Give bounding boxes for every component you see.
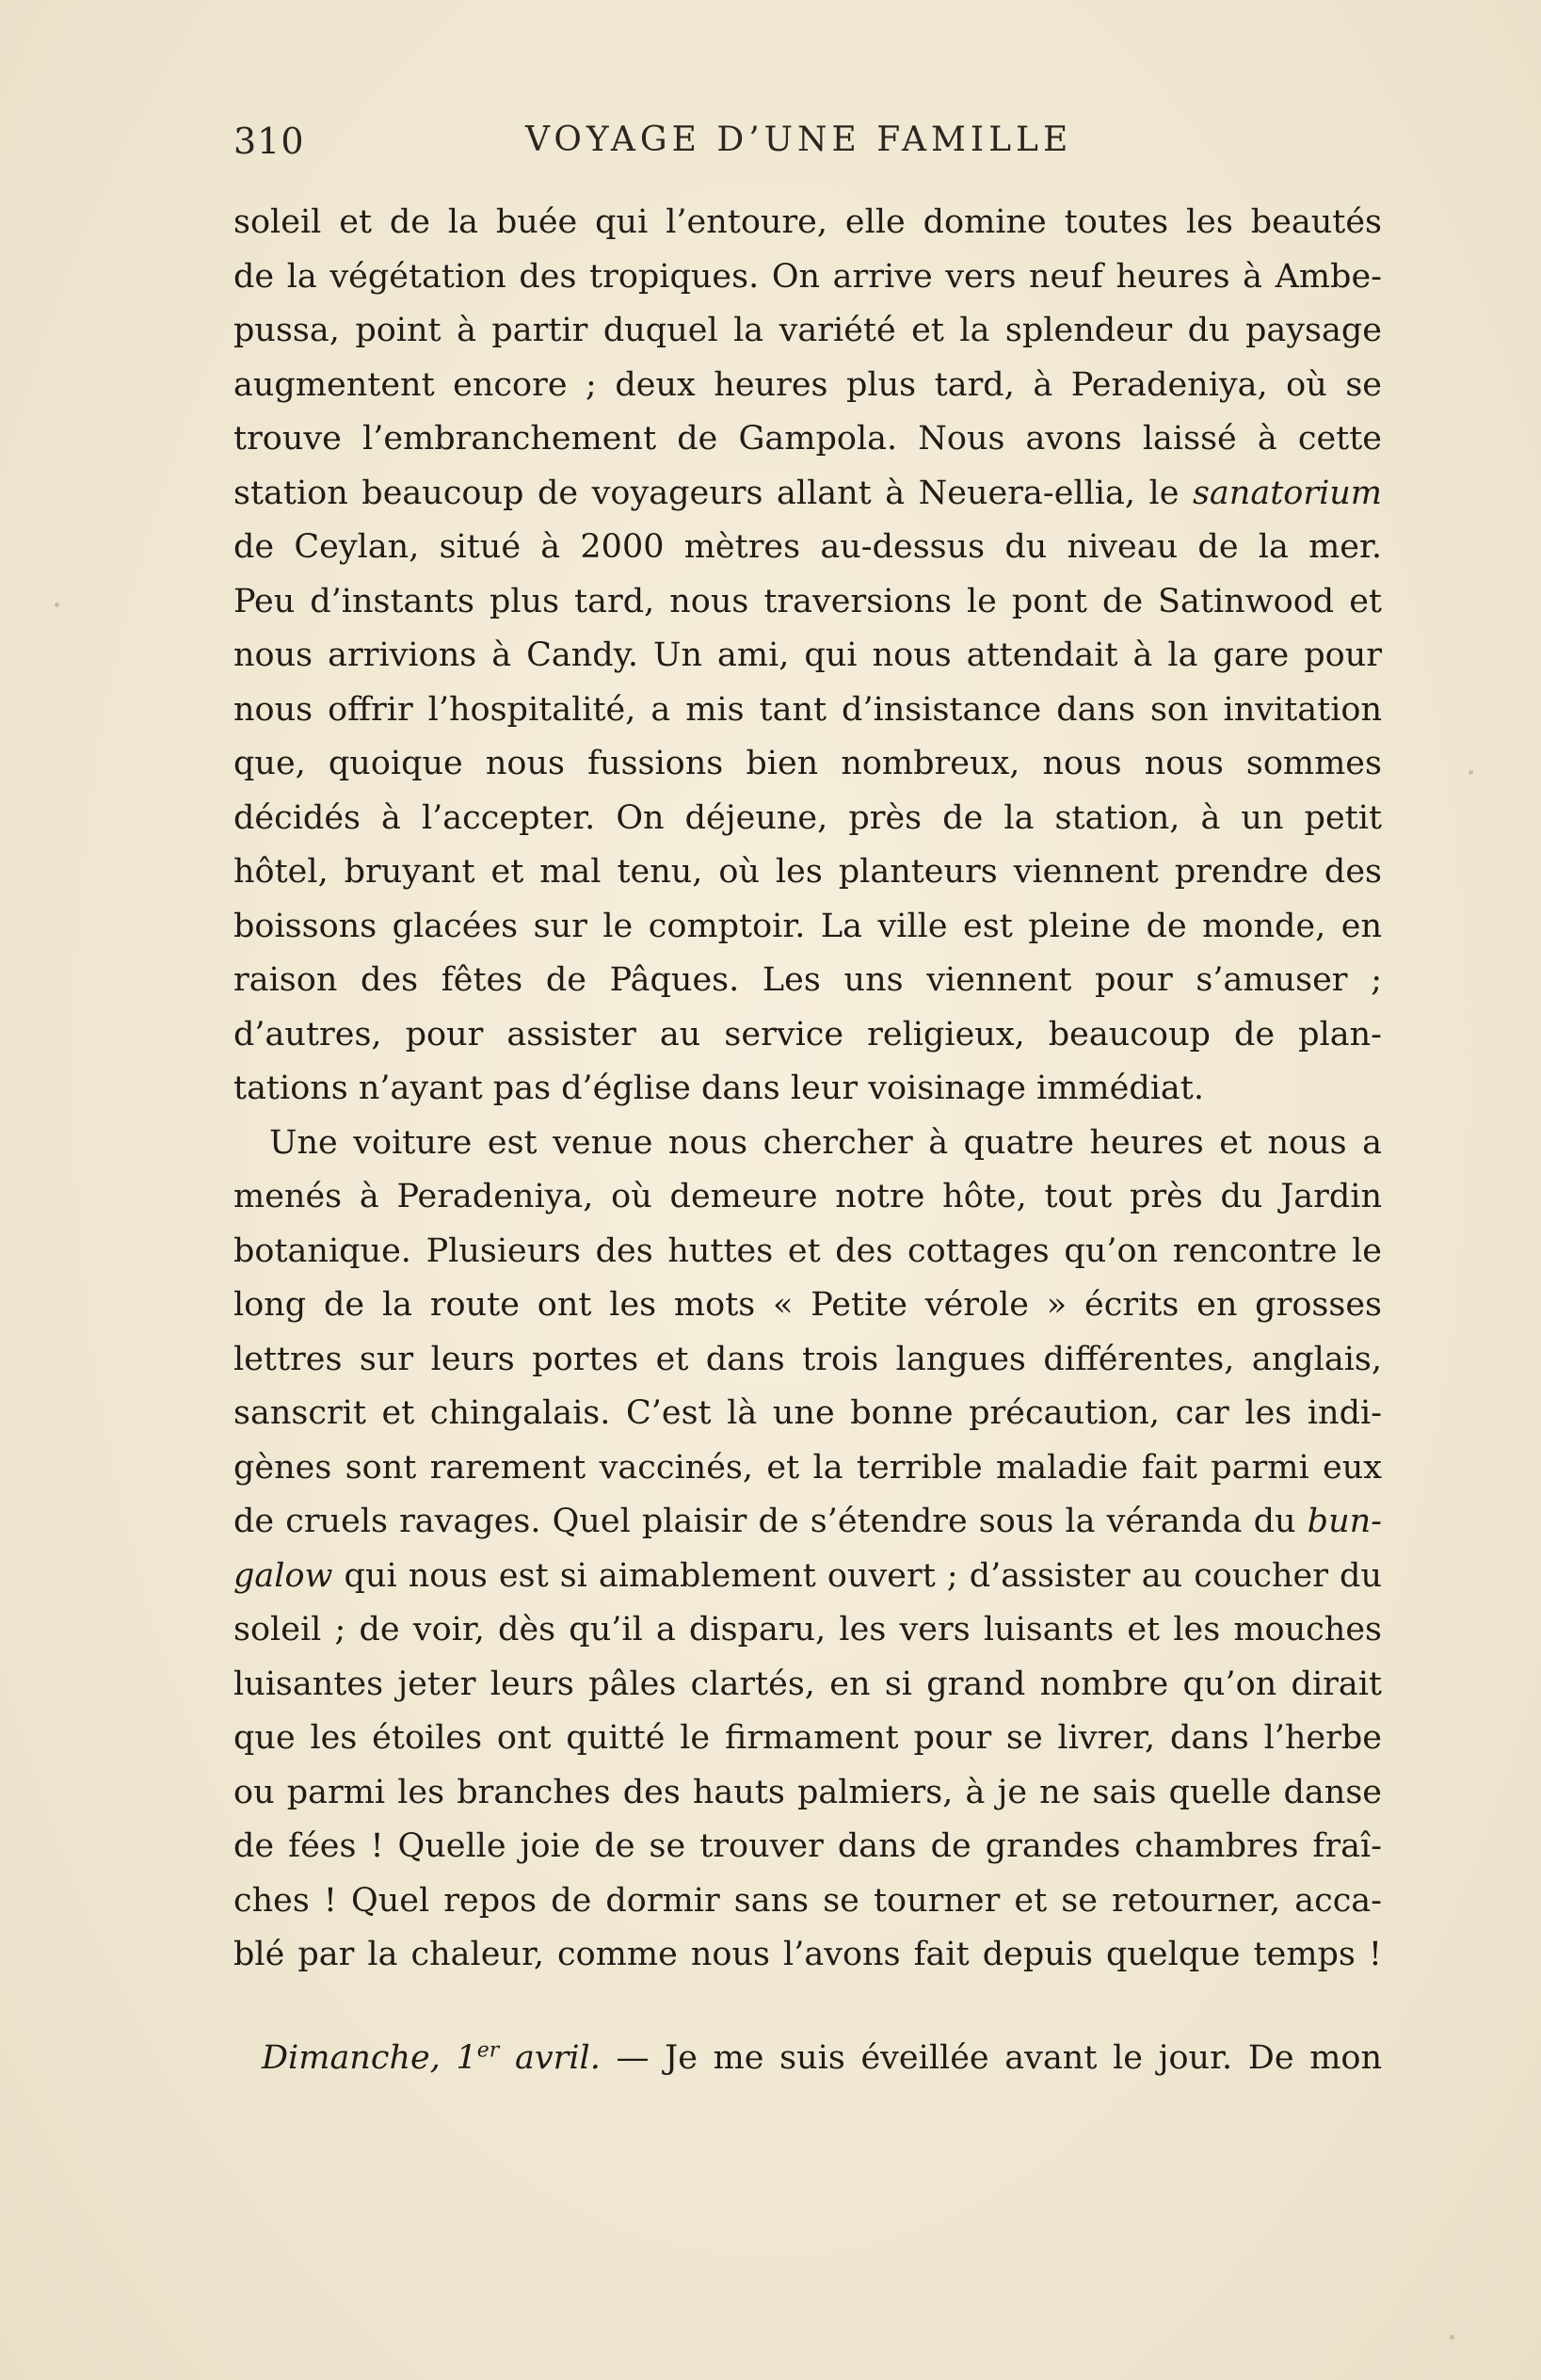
paper-speck <box>1450 2335 1454 2340</box>
text-line: lettres sur leurs portes et dans trois langues différentes, anglais, <box>233 1340 1382 1378</box>
dateline-text: — Je me suis éveillée avant le jour. De mon <box>600 2038 1382 2077</box>
text-line: soleil ; de voir, dès qu’il a disparu, les vers luisants et les mouches <box>233 1611 1382 1648</box>
text-line: long de la route ont les mots « Petite vérole » écrits en grosses <box>233 1286 1382 1324</box>
page-header <box>233 121 1100 177</box>
text-line: ou parmi les branches des hauts palmiers, à je ne sais quelle danse <box>233 1773 1382 1811</box>
text-line: d’autres, pour assister au service religieux, beaucoup de plan- <box>233 1015 1382 1053</box>
text-line-end: qui nous est si aimablement ouvert ; d’assister au coucher du <box>332 1556 1382 1595</box>
dateline-date <box>262 2039 601 2077</box>
text-line <box>233 467 1382 522</box>
paragraph-2 <box>233 1117 1382 1983</box>
text-line: soleil et de la buée qui l’entoure, elle domine toutes les beautés <box>233 203 1382 241</box>
text-line: décidés à l’accepter. On déjeune, près de la station, à un petit <box>233 798 1382 837</box>
section-gap <box>233 1983 1382 2032</box>
page-number: 310 <box>233 121 305 162</box>
dateline-date-sup: er <box>476 2037 500 2062</box>
dateline-date-suffix: avril. <box>499 2038 601 2077</box>
paper-speck <box>1469 770 1473 775</box>
text-line: boissons glacées sur le comptoir. La ville est pleine de monde, en <box>233 907 1382 945</box>
text-line: de la végétation des tropiques. On arrive vers neuf heures à Ambe- <box>233 257 1382 296</box>
paragraph-1 <box>233 196 1382 1117</box>
text-line: Une voiture est venue nous chercher à quatre heures et nous a <box>269 1123 1382 1162</box>
running-title: VOYAGE D’UNE FAMILLE <box>525 121 1073 159</box>
text-line: tations n’ayant pas d’église dans leur voisinage immédiat. <box>233 1069 1204 1107</box>
text-line: menés à Peradeniya, où demeure notre hôte, tout près du Jardin <box>233 1178 1382 1215</box>
dateline-date-prefix: Dimanche, 1 <box>262 2038 477 2077</box>
text-line: gènes sont rarement vaccinés, et la terrible maladie fait parmi eux <box>233 1448 1382 1487</box>
text-line-start: station beaucoup de voyageurs allant à Neuera-ellia, le <box>233 474 1193 512</box>
text-line: sanscrit et chingalais. C’est là une bonne précaution, car les indi- <box>233 1394 1382 1432</box>
text-line: raison des fêtes de Pâques. Les uns viennent pour s’amuser ; <box>233 961 1382 999</box>
italic-word-bungalow-part2: galow <box>233 1556 333 1595</box>
text-line: de fées ! Quelle joie de se trouver dans de grandes chambres fraî- <box>233 1827 1382 1865</box>
text-line <box>233 1495 1382 1550</box>
text-line: nous offrir l’hospitalité, a mis tant d’insistance dans son invitation <box>233 690 1382 729</box>
italic-word-bungalow-part1: bun- <box>1307 1503 1382 1540</box>
text-line: que, quoique nous fussions bien nombreux, nous nous sommes <box>233 745 1382 782</box>
text-line: hôtel, bruyant et mal tenu, où les planteurs viennent prendre des <box>233 853 1382 891</box>
text-line <box>233 1550 1382 1604</box>
text-line: Peu d’instants plus tard, nous traversions le pont de Satinwood et <box>233 582 1382 620</box>
body-text <box>233 196 1382 2085</box>
text-line: luisantes jeter leurs pâles clartés, en si grand nombre qu’on dirait <box>233 1664 1382 1703</box>
italic-word-sanatorium: sanatorium <box>1192 474 1382 512</box>
text-line: pussa, point à partir duquel la variété et la splendeur du paysage <box>233 312 1382 349</box>
text-line: de Ceylan, situé à 2000 mètres au-dessus du niveau de la mer. <box>233 528 1382 566</box>
text-line: trouve l’embranchement de Gampola. Nous avons laissé à cette <box>233 420 1382 458</box>
text-line-start: de cruels ravages. Quel plaisir de s’étendre sous la véranda du <box>233 1503 1308 1540</box>
text-line: ches ! Quel repos de dormir sans se tourner et se retourner, acca- <box>233 1881 1382 1920</box>
text-line: que les étoiles ont quitté le firmament pour se livrer, dans l’herbe <box>233 1719 1382 1757</box>
dateline <box>233 2032 1382 2086</box>
text-line: nous arrivions à Candy. Un ami, qui nous attendait à la gare pour <box>233 636 1382 674</box>
text-line: blé par la chaleur, comme nous l’avons fait depuis quelque temps ! <box>233 1936 1382 1973</box>
text-line: botanique. Plusieurs des huttes et des cottages qu’on rencontre le <box>233 1231 1382 1270</box>
paper-speck <box>55 603 59 607</box>
text-line: augmentent encore ; deux heures plus tard, à Peradeniya, où se <box>233 365 1382 404</box>
